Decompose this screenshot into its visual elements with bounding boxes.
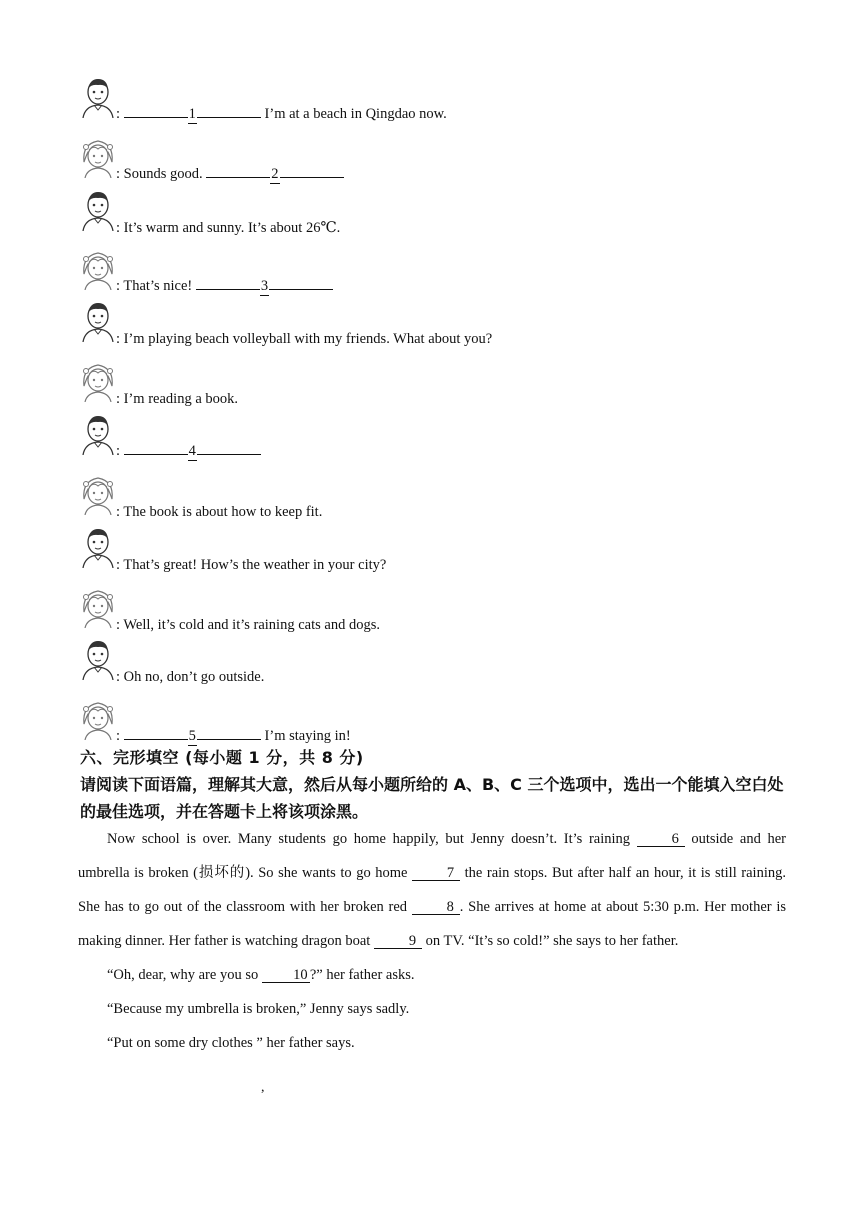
passage-paragraph-3: “Because my umbrella is broken,” Jenny says sadly. (107, 1001, 410, 1017)
passage-text: on TV. “It’s so cold!” she says to her father. (421, 933, 679, 949)
speech-text (116, 390, 238, 408)
dialogue-line (80, 300, 780, 352)
section-title: 六、完形填空 (每小题 1 分，共 8 分) (80, 748, 364, 767)
speech-prefix: : (116, 443, 124, 459)
girl-avatar-icon (80, 586, 116, 628)
speech-text (116, 277, 333, 296)
dialogue-line (80, 698, 780, 750)
speech-prefix: : I’m playing beach volleyball with my friends. What about you? (116, 331, 493, 347)
boy-avatar-icon (80, 189, 116, 231)
passage-paragraph-1 (78, 822, 786, 958)
speech-prefix: : It’s warm and sunny. It’s about 26℃. (116, 220, 341, 236)
speech-text (116, 105, 447, 124)
speech-prefix: : (116, 728, 124, 744)
passage-text: ?” her father asks. (309, 967, 415, 983)
passage-text: outside and her umbrella is broken (损坏的). So she wants to go home (78, 831, 786, 881)
speech-suffix: I’m at a beach in Qingdao now. (260, 106, 447, 122)
girl-avatar-icon (80, 248, 116, 290)
speech-text (116, 330, 492, 348)
answer-blank-1[interactable] (124, 105, 261, 124)
dialogue-line (80, 413, 780, 465)
speech-text (116, 556, 386, 574)
speech-prefix: : The book is about how to keep fit. (116, 504, 323, 520)
boy-avatar-icon (80, 526, 116, 568)
dialogue-line (80, 189, 780, 241)
passage-text: “Oh, dear, why are you so (107, 967, 262, 983)
girl-avatar-icon (80, 698, 116, 740)
speech-prefix: : Oh no, don’t go outside. (116, 669, 265, 685)
speech-suffix: I’m staying in! (260, 728, 351, 744)
girl-avatar-icon (80, 136, 116, 178)
passage-text: the rain stops. But after half an hour, it is still raining. She has to go out of the classroom with her broken red (78, 865, 786, 915)
boy-avatar-icon (80, 638, 116, 680)
speech-prefix: : That’s great! How’s the weather in your city? (116, 557, 387, 573)
speech-prefix: : I’m reading a book. (116, 391, 239, 407)
dialogue-line (80, 473, 780, 525)
speech-text (116, 727, 351, 746)
dialogue-line (80, 248, 780, 300)
blank-number: 5 (188, 728, 196, 744)
speech-text (116, 503, 322, 521)
speech-text (116, 616, 380, 634)
dialogue-line (80, 360, 780, 412)
dialogue-line (80, 638, 780, 690)
answer-blank-3[interactable] (196, 277, 333, 296)
blank-number: 1 (188, 106, 196, 122)
speech-prefix: : That’s nice! (116, 278, 196, 294)
dialogue-line (80, 76, 780, 128)
boy-avatar-icon (80, 76, 116, 118)
stray-comma: , (261, 1080, 265, 1095)
passage-text: Now school is over. Many students go home happily, but Jenny doesn’t. It’s raining (107, 831, 637, 847)
blank-9[interactable]: 9 (374, 934, 422, 949)
answer-blank-4[interactable] (124, 442, 261, 461)
passage-text: . She arrives at home at about 5:30 p.m. Her mother is making dinner. Her father is watching dragon boat (78, 899, 787, 949)
speech-text (116, 165, 344, 184)
blank-number: 2 (271, 166, 279, 182)
girl-avatar-icon (80, 360, 116, 402)
boy-avatar-icon (80, 413, 116, 455)
passage-paragraph-4: “Put on some dry clothes ” her father says. (107, 1035, 355, 1051)
speech-prefix: : (116, 106, 124, 122)
blank-7[interactable]: 7 (412, 866, 460, 881)
speech-text (116, 668, 264, 686)
speech-prefix: : Well, it’s cold and it’s raining cats and dogs. (116, 617, 380, 633)
girl-avatar-icon (80, 473, 116, 515)
speech-text (116, 442, 261, 461)
section-instruction: 请阅读下面语篇，理解其大意，然后从每小题所给的 A、B、C 三个选项中，选出一个能填入空白处的最佳选项，并在答题卡上将该项涂黑。 (80, 775, 784, 821)
speech-text (116, 219, 340, 237)
blank-6[interactable]: 6 (637, 832, 685, 847)
boy-avatar-icon (80, 300, 116, 342)
answer-blank-5[interactable] (124, 727, 261, 746)
dialogue-line (80, 526, 780, 578)
blank-number: 4 (188, 443, 196, 459)
dialogue-line (80, 586, 780, 638)
speech-prefix: : Sounds good. (116, 166, 207, 182)
blank-10[interactable]: 10 (262, 968, 310, 983)
dialogue-line (80, 136, 780, 188)
blank-number: 3 (260, 278, 269, 294)
answer-blank-2[interactable] (206, 165, 343, 184)
cloze-passage (78, 822, 786, 1060)
passage-paragraph-2 (78, 958, 786, 992)
blank-8[interactable]: 8 (412, 900, 460, 915)
